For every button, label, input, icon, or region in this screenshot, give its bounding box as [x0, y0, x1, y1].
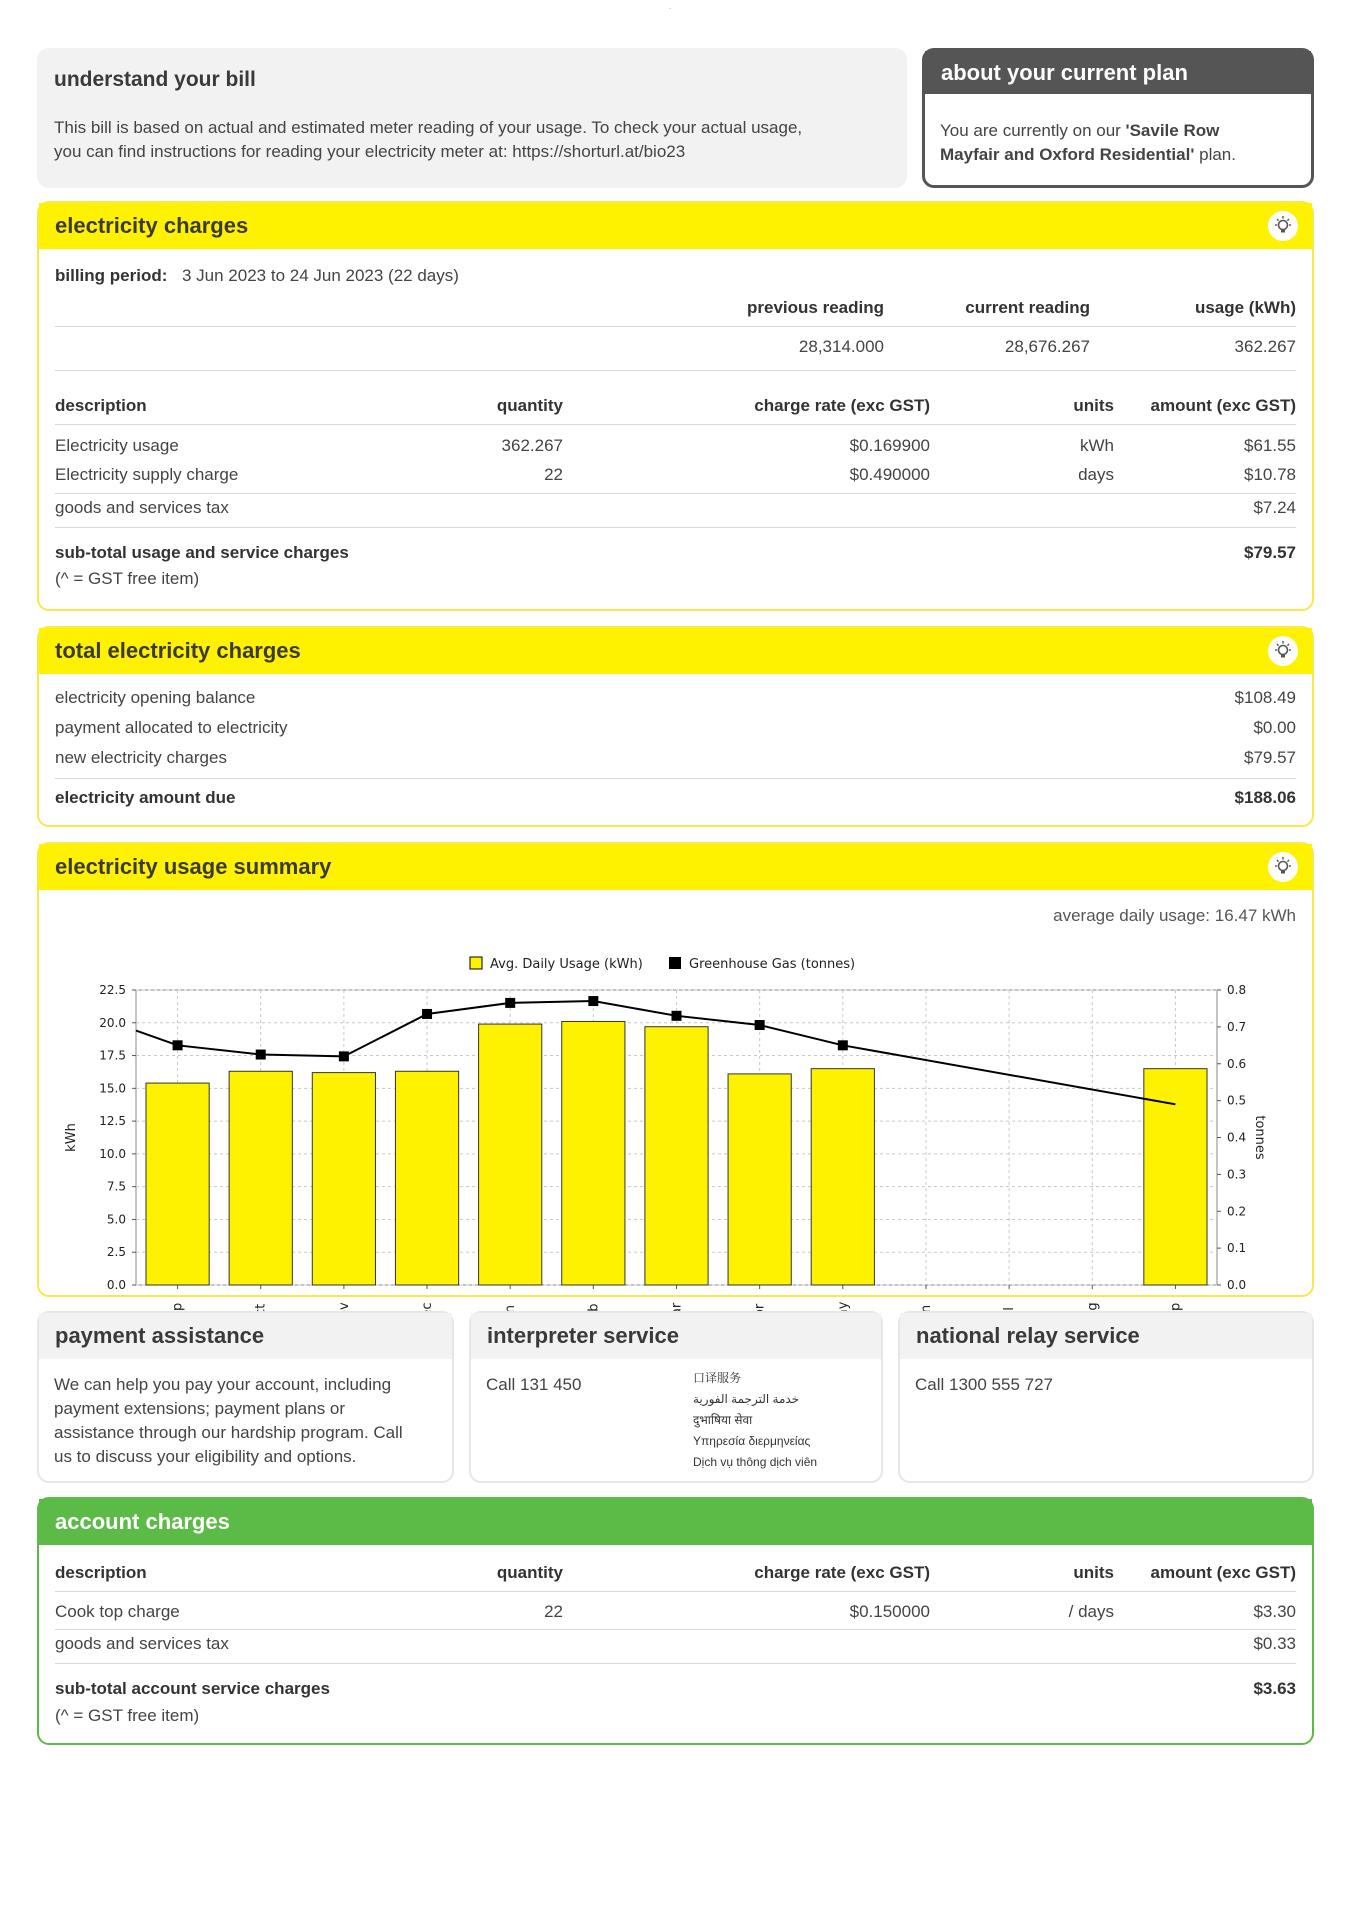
- reading-headers: [55, 298, 1296, 326]
- lightbulb-icon: [1268, 636, 1298, 666]
- row-units: kWh: [1080, 436, 1114, 455]
- row-amount: $61.55: [1244, 436, 1296, 455]
- bar-avg-daily-usage: [479, 1024, 542, 1285]
- y2-tick-label: 0.2: [1227, 1204, 1247, 1219]
- greenhouse-gas-marker: [755, 1020, 765, 1030]
- gst-label: goods and services tax: [55, 1634, 229, 1653]
- billing-period-value: 3 Jun 2023 to 24 Jun 2023 (22 days): [182, 266, 459, 285]
- greenhouse-gas-marker: [339, 1051, 349, 1061]
- row-description: Electricity supply charge: [55, 465, 239, 484]
- page-mark: .: [669, 2, 672, 11]
- y-tick-label: 20.0: [99, 1015, 126, 1030]
- row-rate: $0.490000: [849, 465, 930, 484]
- current-plan-title: about your current plan: [925, 51, 1311, 94]
- bar-avg-daily-usage: [562, 1021, 625, 1285]
- usage-summary-panel: [37, 842, 1314, 1297]
- divider: [55, 1591, 1296, 1592]
- divider: [55, 778, 1296, 779]
- total-electricity-title-text: total electricity charges: [55, 638, 301, 663]
- current-plan-panel: [922, 48, 1314, 188]
- subtotal-label: sub-total account service charges: [55, 1679, 330, 1698]
- legend-label-greenhouse: Greenhouse Gas (tonnes): [689, 957, 856, 972]
- subtotal-row: [55, 1679, 1296, 1707]
- understand-bill-line2: you can find instructions for reading your electricity meter at: https://shorturl.at/bio23: [54, 142, 686, 161]
- divider: [55, 370, 1296, 371]
- row-quantity: 362.267: [501, 436, 563, 455]
- row-label: electricity opening balance: [55, 688, 256, 707]
- gst-row: [55, 498, 1296, 526]
- col-charge-rate: charge rate (exc GST): [754, 396, 930, 415]
- interpreter-call: Call 131 450: [486, 1375, 582, 1394]
- row-label: new electricity charges: [55, 748, 227, 767]
- total-electricity-title: [39, 628, 1312, 674]
- billing-period: [55, 266, 1296, 294]
- divider: [55, 1663, 1296, 1664]
- legend-swatch-usage: [470, 957, 482, 969]
- bar-avg-daily-usage: [728, 1074, 791, 1285]
- interpreter-languages: [693, 1368, 817, 1473]
- y2-tick-label: 0.6: [1227, 1056, 1247, 1071]
- row-units: / days: [1068, 1602, 1114, 1621]
- plan-name-part1: 'Savile Row: [1125, 121, 1220, 140]
- account-table-header: [55, 1563, 1296, 1591]
- language-chinese: 口译服务: [693, 1371, 742, 1385]
- greenhouse-gas-marker: [256, 1050, 266, 1060]
- subtotal-amount: $79.57: [1244, 543, 1296, 562]
- gst-note-text: (^ = GST free item): [55, 569, 200, 588]
- interpreter-service-title: interpreter service: [471, 1313, 881, 1359]
- table-row: [55, 436, 1296, 464]
- y2-tick-label: 0.4: [1227, 1130, 1247, 1145]
- gst-amount: $0.33: [1253, 1634, 1296, 1653]
- col-quantity: quantity: [496, 396, 563, 415]
- understand-bill-title: understand your bill: [54, 68, 256, 91]
- y2-axis-label: tonnes: [1252, 1115, 1267, 1160]
- current-plan-text-line2: [940, 143, 1236, 167]
- y-tick-label: 10.0: [99, 1146, 126, 1161]
- previous-reading-header: previous reading: [747, 298, 884, 317]
- payment-assistance-line4: us to discuss your eligibility and options.: [54, 1447, 357, 1466]
- col-charge-rate: charge rate (exc GST): [754, 1563, 930, 1582]
- payment-assistance-title: payment assistance: [39, 1313, 452, 1359]
- usage-kwh-header: usage (kWh): [1194, 298, 1296, 317]
- subtotal-amount: $3.63: [1253, 1679, 1296, 1698]
- y-tick-label: 7.5: [106, 1179, 126, 1194]
- y2-tick-label: 0.8: [1227, 983, 1247, 997]
- relay-call: Call 1300 555 727: [915, 1375, 1054, 1394]
- row-rate: $0.150000: [849, 1602, 930, 1621]
- y2-tick-label: 0.7: [1227, 1019, 1247, 1034]
- y-tick-label: 2.5: [106, 1245, 126, 1260]
- language-vietnamese: Dịch vụ thông dịch viên: [693, 1455, 818, 1469]
- y-axis-label: kWh: [64, 1123, 79, 1152]
- payment-assistance-line1: We can help you pay your account, including: [54, 1375, 392, 1394]
- current-plan-text-line1: [940, 119, 1219, 143]
- opening-balance-row: [55, 688, 1296, 716]
- row-amount: $0.00: [1253, 718, 1296, 737]
- electricity-charges-panel: [37, 201, 1314, 611]
- col-amount: amount (exc GST): [1150, 396, 1296, 415]
- row-amount: $10.78: [1244, 465, 1296, 484]
- amount-due-row: [55, 788, 1296, 816]
- col-units: units: [1073, 396, 1114, 415]
- gst-note: [55, 569, 1296, 597]
- col-description: description: [55, 396, 147, 415]
- divider: [55, 527, 1296, 528]
- payment-allocated-row: [55, 718, 1296, 746]
- gst-note-text: (^ = GST free item): [55, 1706, 200, 1725]
- greenhouse-gas-marker: [838, 1040, 848, 1050]
- y-tick-label: 0.0: [106, 1278, 126, 1292]
- y2-tick-label: 0.5: [1227, 1093, 1247, 1108]
- gst-label: goods and services tax: [55, 498, 229, 517]
- bar-avg-daily-usage: [645, 1027, 708, 1285]
- total-electricity-panel: [37, 626, 1314, 827]
- gst-row: [55, 1634, 1296, 1662]
- table-row: [55, 465, 1296, 493]
- payment-assistance-line2: payment extensions; payment plans or: [54, 1399, 346, 1418]
- row-amount: $108.49: [1234, 688, 1296, 707]
- col-amount: amount (exc GST): [1150, 1563, 1296, 1582]
- y-tick-label: 12.5: [99, 1114, 126, 1129]
- row-quantity: 22: [544, 465, 563, 484]
- previous-reading-value: 28,314.000: [798, 337, 884, 356]
- plan-suffix: plan.: [1194, 145, 1236, 164]
- language-greek: Υπηρεσία διερμηνείας: [693, 1434, 811, 1448]
- divider: [55, 493, 1296, 494]
- table-row: [55, 1602, 1296, 1630]
- relay-service-title: national relay service: [900, 1313, 1312, 1359]
- gst-note: [55, 1706, 1296, 1734]
- y2-tick-label: 0.3: [1227, 1167, 1247, 1182]
- row-description: Electricity usage: [55, 436, 179, 455]
- row-label: payment allocated to electricity: [55, 718, 288, 737]
- usage-summary-title: [39, 844, 1312, 890]
- legend-label-usage: Avg. Daily Usage (kWh): [490, 957, 643, 972]
- understand-bill-panel: [37, 48, 907, 188]
- lightbulb-icon: [1268, 211, 1298, 241]
- row-amount: $79.57: [1244, 748, 1296, 767]
- charges-table-header: [55, 396, 1296, 424]
- language-arabic: خدمة الترجمة الفورية: [693, 1392, 800, 1406]
- account-charges-title: account charges: [39, 1499, 1312, 1545]
- divider: [55, 424, 1296, 425]
- language-hindi: दुभाषिया सेवा: [693, 1413, 753, 1427]
- subtotal-label: sub-total usage and service charges: [55, 543, 349, 562]
- col-description: description: [55, 1563, 147, 1582]
- row-rate: $0.169900: [849, 436, 930, 455]
- bar-avg-daily-usage: [395, 1071, 458, 1285]
- y-tick-label: 15.0: [99, 1081, 126, 1096]
- billing-period-label: billing period:: [55, 266, 168, 285]
- amount-due-label: electricity amount due: [55, 788, 236, 807]
- row-amount: $3.30: [1253, 1602, 1296, 1621]
- current-reading-value: 28,676.267: [1004, 337, 1090, 356]
- new-charges-row: [55, 748, 1296, 776]
- col-quantity: quantity: [496, 1563, 563, 1582]
- greenhouse-gas-marker: [672, 1011, 682, 1021]
- y-tick-label: 5.0: [106, 1212, 126, 1227]
- col-units: units: [1073, 1563, 1114, 1582]
- row-description: Cook top charge: [55, 1602, 180, 1621]
- usage-kwh-value: 362.267: [1234, 337, 1296, 356]
- payment-assistance-line3: assistance through our hardship program. Call: [54, 1423, 403, 1442]
- usage-summary-title-text: electricity usage summary: [55, 854, 332, 879]
- current-reading-header: current reading: [965, 298, 1090, 317]
- electricity-charges-title-text: electricity charges: [55, 213, 249, 238]
- bar-avg-daily-usage: [811, 1069, 874, 1285]
- lightbulb-icon: [1268, 852, 1298, 882]
- divider: [55, 1629, 1296, 1630]
- divider: [55, 326, 1296, 327]
- row-units: days: [1078, 465, 1114, 484]
- y-tick-label: 22.5: [99, 983, 126, 997]
- y2-tick-label: 0.1: [1227, 1241, 1247, 1256]
- payment-assistance-panel: [37, 1311, 454, 1483]
- y2-tick-label: 0.0: [1227, 1278, 1247, 1292]
- legend-swatch-greenhouse: [669, 957, 681, 969]
- electricity-charges-title: [39, 203, 1312, 249]
- gst-amount: $7.24: [1253, 498, 1296, 517]
- usage-chart: [39, 894, 1312, 1294]
- greenhouse-gas-marker: [173, 1040, 183, 1050]
- y-tick-label: 17.5: [99, 1048, 126, 1063]
- understand-bill-line1: This bill is based on actual and estimated meter reading of your usage. To check your actual usage,: [54, 118, 803, 137]
- bar-avg-daily-usage: [312, 1073, 375, 1285]
- subtotal-row: [55, 543, 1296, 571]
- relay-service-panel: [898, 1311, 1314, 1483]
- plan-name-part2: Mayfair and Oxford Residential': [940, 145, 1195, 164]
- amount-due-value: $188.06: [1234, 788, 1296, 807]
- greenhouse-gas-marker: [422, 1009, 432, 1019]
- interpreter-service-panel: [469, 1311, 883, 1483]
- greenhouse-gas-marker: [505, 998, 515, 1008]
- bar-avg-daily-usage: [146, 1083, 209, 1285]
- average-daily-usage: average daily usage: 16.47 kWh: [1053, 906, 1296, 925]
- reading-values: [55, 337, 1296, 365]
- greenhouse-gas-marker: [588, 996, 598, 1006]
- account-charges-panel: [37, 1497, 1314, 1745]
- row-quantity: 22: [544, 1602, 563, 1621]
- plan-prefix: You are currently on our: [940, 121, 1126, 140]
- bar-avg-daily-usage: [229, 1071, 292, 1285]
